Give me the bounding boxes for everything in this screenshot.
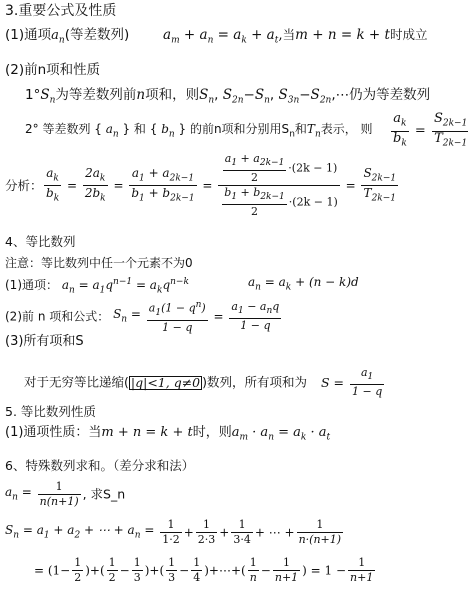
s2-prop2-formula: $\frac{a_k}{b_k}$ = $\frac{S_{2k-1}}{T_{2k-1}}$ [393, 111, 468, 149]
s1-line: (1)通项$a_n$(等差数列) [5, 27, 130, 46]
s6-ask: , 求S_n [82, 486, 126, 502]
s4-infinite: 对于无穷等比递缩( |q|<1, q≠0 )数列，所有项和为 S = $\frac{a_1}{1 - q}$ [24, 366, 383, 399]
section-5-title: 5. 等比数列性质 [5, 404, 96, 419]
s4-note: 注意：等比数列中任一个元素不为0 [5, 256, 193, 270]
s4-infinite-post: )数列，所有项和为 [202, 374, 308, 390]
s4-infinite-pre: 对于无穷等比递缩( [24, 374, 129, 390]
s4-qianxiang-label: (2)前 n 项和公式： [5, 309, 110, 324]
section-3-title: 3.重要公式及性质 [5, 3, 117, 19]
s2-label: (2)前n项和性质 [5, 62, 101, 78]
section-6-title: 6、特殊数列求和。（差分求和法） [5, 458, 195, 473]
s5-text: (1)通项性质：当m + n = k + t时，则$a_m \cdot a_n = a_k \cdot a_t$ [5, 425, 331, 443]
s4-all-label: (3)所有项和S [5, 334, 84, 349]
s1-note: (等差数列) [64, 27, 130, 43]
s1-formula: $a_m + a_n = a_k + a_t$,当m + n = k + t时成立 [163, 27, 428, 46]
s2-prop2: 2° 等差数列 { $a_n$ } 和 { $b_n$ } 的前n项和分别用$S_n$和$T_n$表示， 则 [25, 122, 373, 140]
s4-infinite-cond: |q|<1, q≠0 [130, 374, 201, 390]
s4-tongxiang-formula2: $a_n = a_k + (n - k)d$ [248, 275, 359, 293]
s1-label: (1)通项 [5, 27, 52, 43]
s6-diff: = (1− $\frac{1}{2}$ )+( $\frac{1}{2}$ − $\frac{1}{3}$ )+( $\frac{1}{3}$ − $\frac{1}{4}$ )+⋯+( $\frac{1}{n}$ − $\frac{1}{n+1}$ ) = 1 − $\frac{1}{n+1}$ [34, 556, 374, 584]
s2-prop1: $1^\circ S_n$为等差数列前n项和，则$S_n$, $S_{2n}-S_n$, $S_{3n}-S_{2n},\cdots$仍为等差数列 [25, 87, 431, 106]
s4-all [5, 334, 84, 350]
s6-def: $a_n$ = $\frac{1}{n(n+1)}$ , 求S_n [5, 480, 126, 508]
s4-qianxiang: (2)前 n 项和公式： $S_n$ = $\frac{a_1(1 - q^n)}{1 - q}$ = $\frac{a_1 - a_nq}{1 - q}$ [5, 299, 280, 334]
s4-tongxiang-label: (1)通项： [5, 278, 58, 292]
section-4-title: 4、等比数列 [5, 234, 76, 249]
s6-sum: $S_n = a_1 + a_2$ + ⋯ + $a_n$ = $\frac{1}{1\cdot 2}$ + $\frac{1}{2\cdot 3}$ + $\frac{1}{3\cdot 4}$ + ⋯ + $\frac{1}{n\cdot(n+1)}$ [5, 518, 342, 546]
s4-tongxiang: (1)通项： $a_n = a_1q^{n-1} = a_kq^{n-k}$ [5, 277, 189, 296]
analysis-label: 分析： [5, 178, 43, 193]
analysis-formula: $\frac{a_k}{b_k}$ = $\frac{2a_k}{2b_k}$ = $\frac{a_1 + a_{2k-1}}{b_1 + b_{2k-1}}$ = $\frac{a_1 + a_{2k-1}}{2}$ ·(2k − 1) $\frac{b_1 + b_{2k-1}}{2}$ ·(2k − 1) = $\frac{S_{2k-1}}{T_{2k-1}}$ [46, 152, 397, 219]
